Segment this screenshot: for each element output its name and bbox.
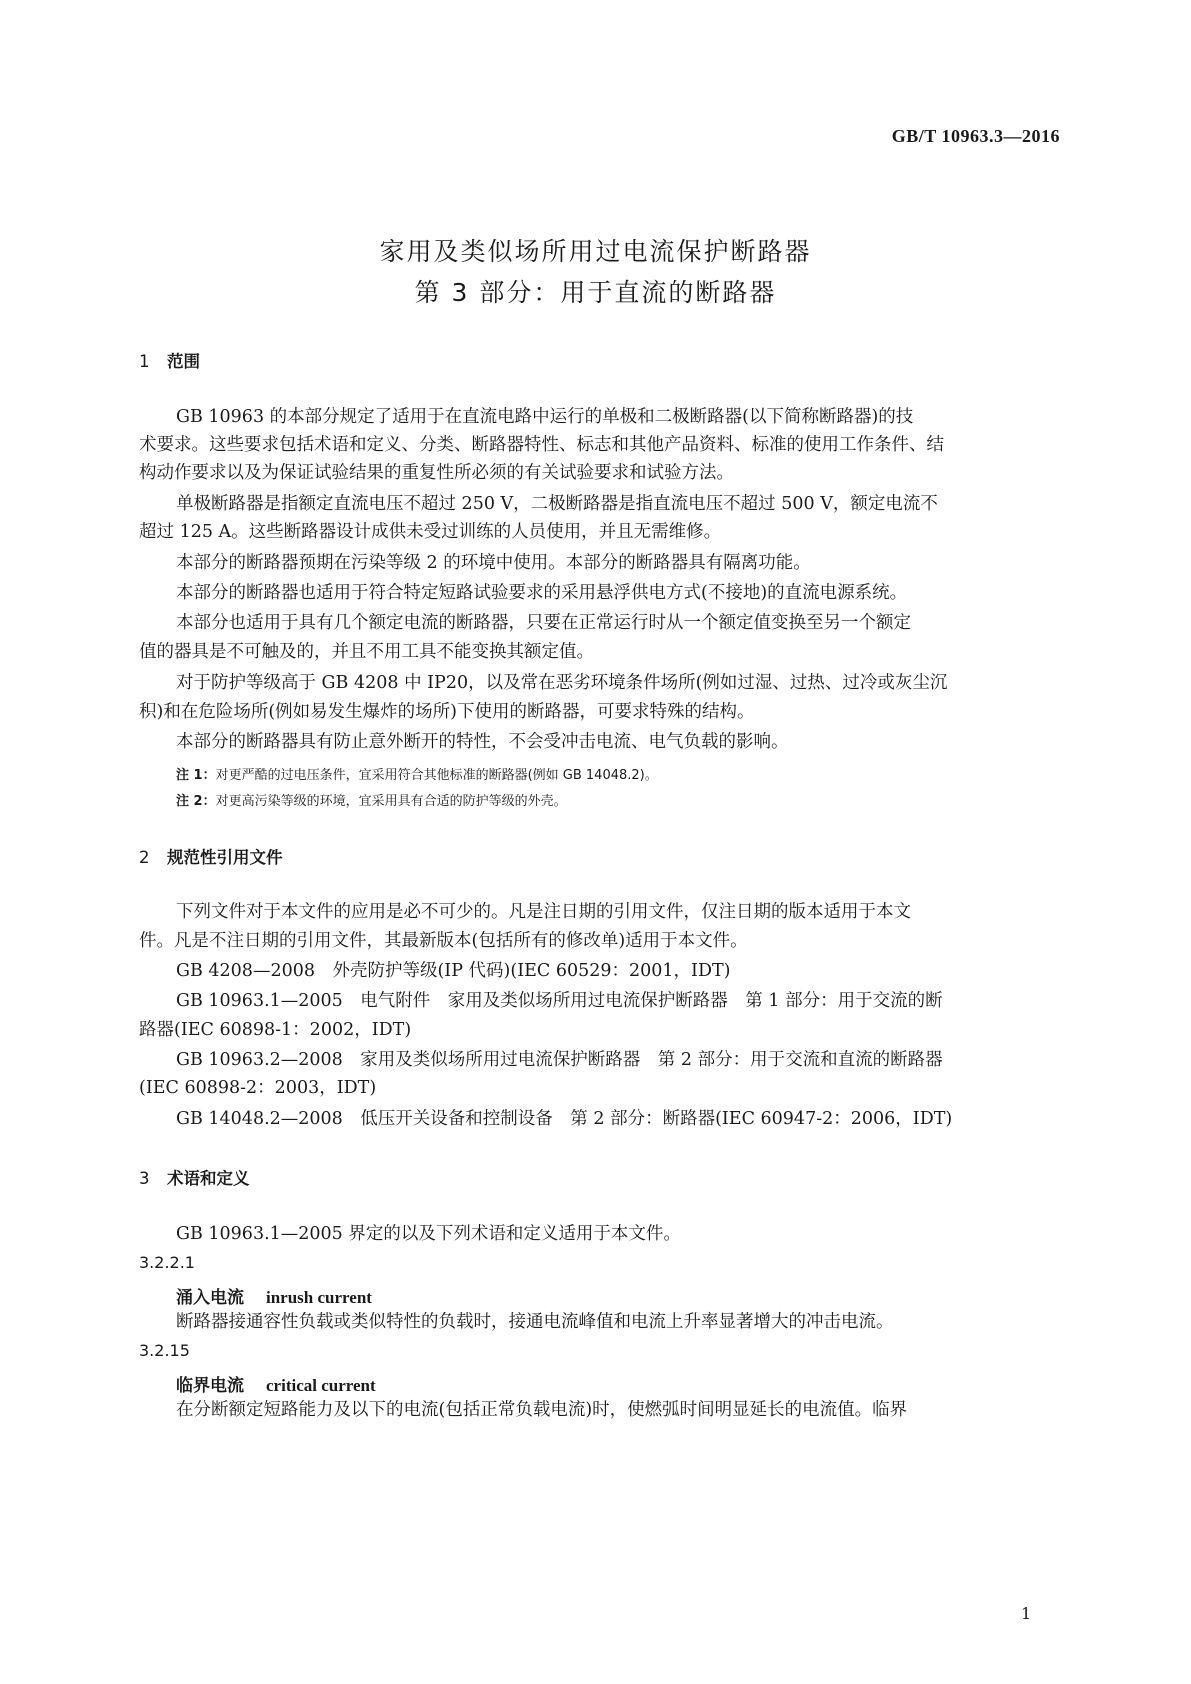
note-1 xyxy=(176,764,658,783)
reference-line: 路器(IEC 60898-1：2002，IDT) xyxy=(139,1020,412,1040)
term-english: critical current xyxy=(266,1376,376,1395)
reference-line: GB 10963.2—2008 家用及类似场所用过电流保护断路器 第 2 部分：用于交流和直流的断路器 xyxy=(176,1050,943,1070)
section-1-heading xyxy=(139,348,200,372)
paragraph-line: 下列文件对于本文件的应用是必不可少的。凡是注日期的引用文件，仅注日期的版本适用于本文 xyxy=(176,902,911,922)
term-english: inrush current xyxy=(266,1288,372,1307)
reference-line: GB 10963.1—2005 电气附件 家用及类似场所用过电流保护断路器 第 1 部分：用于交流的断 xyxy=(176,991,943,1011)
term-chinese: 临界电流 xyxy=(176,1376,244,1396)
paragraph-line: 本部分的断路器具有防止意外断开的特性，不会受冲击电流、电气负载的影响。 xyxy=(176,732,789,752)
paragraph-line: 本部分的断路器也适用于符合特定短路试验要求的采用悬浮供电方式(不接地)的直流电源系统。 xyxy=(176,583,908,603)
section-number: 3 xyxy=(139,1169,150,1188)
definition-line: 断路器接通容性负载或类似特性的负载时，接通电流峰值和电流上升率显著增大的冲击电流。 xyxy=(176,1312,894,1332)
note-text: 对更严酷的过电压条件，宜采用符合其他标准的断路器(例如 GB 14048.2)。 xyxy=(215,768,658,783)
paragraph-line: 积)和在危险场所(例如易发生爆炸的场所)下使用的断路器，可要求特殊的结构。 xyxy=(139,702,755,722)
note-2 xyxy=(176,790,567,809)
page-number: 1 xyxy=(1021,1604,1032,1623)
reference-line: (IEC 60898-2：2003，IDT) xyxy=(139,1078,377,1098)
reference-line: GB 4208—2008 外壳防护等级(IP 代码)(IEC 60529：2001，IDT) xyxy=(176,961,731,981)
section-3-heading xyxy=(139,1165,250,1189)
note-text: 对更高污染等级的环境，宜采用具有合适的防护等级的外壳。 xyxy=(215,794,567,809)
paragraph-line: 本部分的断路器预期在污染等级 2 的环境中使用。本部分的断路器具有隔离功能。 xyxy=(176,553,811,573)
document-title-line-1: 家用及类似场所用过电流保护断路器 xyxy=(379,237,812,266)
paragraph-line: 对于防护等级高于 GB 4208 中 IP20，以及常在恶劣环境条件场所(例如过湿、过热、过冷或灰尘沉 xyxy=(176,673,948,693)
term-chinese: 涌入电流 xyxy=(176,1288,244,1308)
paragraph-line: 单极断路器是指额定直流电压不超过 250 V，二极断路器是指直流电压不超过 500 V，额定电流不 xyxy=(176,494,938,514)
section-number: 2 xyxy=(139,848,150,867)
section-title: 范围 xyxy=(167,352,200,371)
paragraph-line: 超过 125 A。这些断路器设计成供未受过训练的人员使用，并且无需维修。 xyxy=(139,522,722,542)
document-title-line-2: 第 3 部分：用于直流的断路器 xyxy=(414,278,777,307)
clause-number: 3.2.2.1 xyxy=(139,1253,195,1272)
clause-number: 3.2.15 xyxy=(139,1341,190,1360)
term-entry xyxy=(176,1283,372,1308)
standard-code: GB/T 10963.3—2016 xyxy=(891,126,1060,146)
reference-line: GB 14048.2—2008 低压开关设备和控制设备 第 2 部分：断路器(IEC 60947-2：2006，IDT) xyxy=(176,1109,953,1129)
note-label: 注 2： xyxy=(176,794,216,809)
section-number: 1 xyxy=(139,352,150,371)
paragraph-line: 术要求。这些要求包括术语和定义、分类、断路器特性、标志和其他产品资料、标准的使用工作条件、结 xyxy=(139,435,944,455)
section-title: 规范性引用文件 xyxy=(167,848,283,867)
note-label: 注 1： xyxy=(176,768,216,783)
section-title: 术语和定义 xyxy=(167,1169,250,1188)
paragraph-line: 本部分也适用于具有几个额定电流的断路器，只要在正常运行时从一个额定值变换至另一个额定 xyxy=(176,613,911,633)
section-2-heading xyxy=(139,844,283,868)
paragraph-line: GB 10963 的本部分规定了适用于在直流电路中运行的单极和二极断路器(以下简称断路器)的技 xyxy=(176,407,914,427)
paragraph-line: 构动作要求以及为保证试验结果的重复性所必须的有关试验要求和试验方法。 xyxy=(139,463,734,483)
term-entry xyxy=(176,1371,376,1396)
paragraph-line: GB 10963.1—2005 界定的以及下列术语和定义适用于本文件。 xyxy=(176,1224,681,1244)
paragraph-line: 件。凡是不注日期的引用文件，其最新版本(包括所有的修改单)适用于本文件。 xyxy=(139,931,748,951)
paragraph-line: 值的器具是不可触及的，并且不用工具不能变换其额定值。 xyxy=(139,642,594,662)
definition-line: 在分断额定短路能力及以下的电流(包括正常负载电流)时，使燃弧时间明显延长的电流值。临界 xyxy=(176,1400,908,1420)
